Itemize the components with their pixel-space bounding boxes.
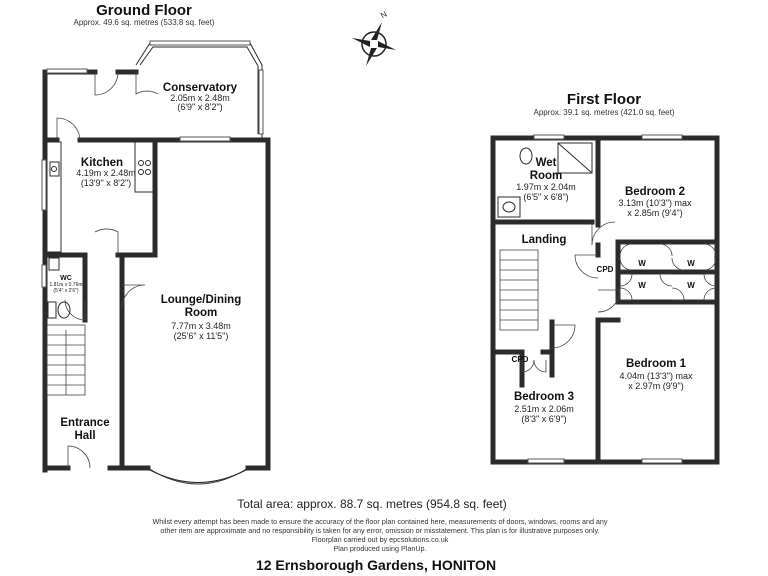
compass-needle-west bbox=[352, 38, 370, 47]
total-area: Total area: approx. 88.7 sq. metres (954.8 sq. feet) bbox=[237, 497, 507, 511]
disclaimer-line-4: Plan produced using PlanUp. bbox=[333, 544, 427, 553]
first-floor-title: First Floor bbox=[566, 91, 642, 108]
disclaimer-line-3: Floorplan carried out by epcsolutions.co.uk bbox=[311, 535, 449, 544]
bedroom3-imperial: (8'3" x 6'9") bbox=[521, 414, 567, 424]
kitchen-name: Kitchen bbox=[80, 157, 124, 169]
wet-room-name-line2: Room bbox=[529, 170, 563, 182]
disclaimer-line-2: other item are approximate and no responsibility is taken for any error, omission or misstatement. This plan is for illustrative purposes only. bbox=[160, 526, 600, 535]
ground-floor bbox=[42, 2, 268, 484]
landing-name: Landing bbox=[521, 234, 567, 246]
conservatory-metric: 2.05m x 2.48m bbox=[170, 93, 230, 103]
wc-metric: 1.81m x 0.76m bbox=[49, 282, 83, 288]
ground-stairs bbox=[47, 325, 85, 395]
hall-name-line2: Hall bbox=[74, 430, 96, 442]
bedroom1-metric: 4.04m (13'3") max bbox=[619, 371, 693, 381]
wardrobe-label-3: W bbox=[638, 281, 646, 290]
wardrobe-label-2: W bbox=[687, 259, 695, 268]
disclaimer-line-1: Whilst every attempt has been made to ensure the accuracy of the floor plan contained here, measurements of doors, windows, rooms and any bbox=[152, 517, 608, 526]
compass-needle-south bbox=[366, 48, 377, 66]
hall-name-line1: Entrance bbox=[60, 417, 110, 429]
compass-needle-north bbox=[371, 22, 382, 40]
lounge-name-line2: Room bbox=[184, 307, 218, 319]
wet-room-imperial: (6'5" x 6'8") bbox=[523, 192, 569, 202]
footer bbox=[152, 497, 607, 573]
wc-name: WC bbox=[60, 275, 72, 282]
bedroom2-name: Bedroom 2 bbox=[624, 186, 686, 198]
bedroom2-imperial: x 2.85m (9'4") bbox=[627, 208, 683, 218]
conservatory-name: Conservatory bbox=[162, 82, 238, 94]
kitchen-metric: 4.19m x 2.48m bbox=[76, 168, 136, 178]
kitchen-imperial: (13'9" x 8'2") bbox=[80, 178, 132, 188]
compass-north-label: N bbox=[378, 9, 389, 21]
ground-floor-doors bbox=[57, 72, 158, 468]
bedroom3-metric: 2.51m x 2.06m bbox=[514, 404, 574, 414]
bedroom2-metric: 3.13m (10'3") max bbox=[618, 198, 692, 208]
first-floor-stairs bbox=[500, 250, 538, 330]
first-floor-area: Approx. 39.1 sq. metres (421.0 sq. feet) bbox=[533, 108, 675, 117]
wc-imperial: (5'4" x 2'6") bbox=[53, 288, 79, 294]
bedroom1-imperial: x 2.97m (9'9") bbox=[628, 381, 684, 391]
wardrobe-label-4: W bbox=[687, 281, 695, 290]
first-floor bbox=[493, 91, 717, 463]
property-address: 12 Ernsborough Gardens, HONITON bbox=[255, 557, 497, 573]
cpd-label-bedroom3: CPD bbox=[511, 355, 529, 364]
cpd-label-landing: CPD bbox=[596, 265, 614, 274]
compass bbox=[352, 9, 396, 66]
wardrobe-label-1: W bbox=[638, 259, 646, 268]
ground-floor-title: Ground Floor bbox=[96, 2, 192, 19]
compass-needle-east bbox=[378, 41, 396, 50]
bedroom1-name: Bedroom 1 bbox=[625, 358, 687, 370]
lounge-name-line1: Lounge/Dining bbox=[160, 294, 242, 306]
lounge-metric: 7.77m x 3.48m bbox=[171, 321, 231, 331]
lounge-imperial: (25'6" x 11'5") bbox=[173, 331, 229, 341]
ground-floor-area: Approx. 49.6 sq. metres (533.8 sq. feet) bbox=[73, 18, 215, 27]
wet-room-name-line1: Wet bbox=[535, 157, 557, 169]
bedroom3-name: Bedroom 3 bbox=[513, 391, 575, 403]
conservatory-imperial: (6'9" x 8'2") bbox=[177, 102, 223, 112]
wet-room-metric: 1.97m x 2.04m bbox=[516, 182, 576, 192]
